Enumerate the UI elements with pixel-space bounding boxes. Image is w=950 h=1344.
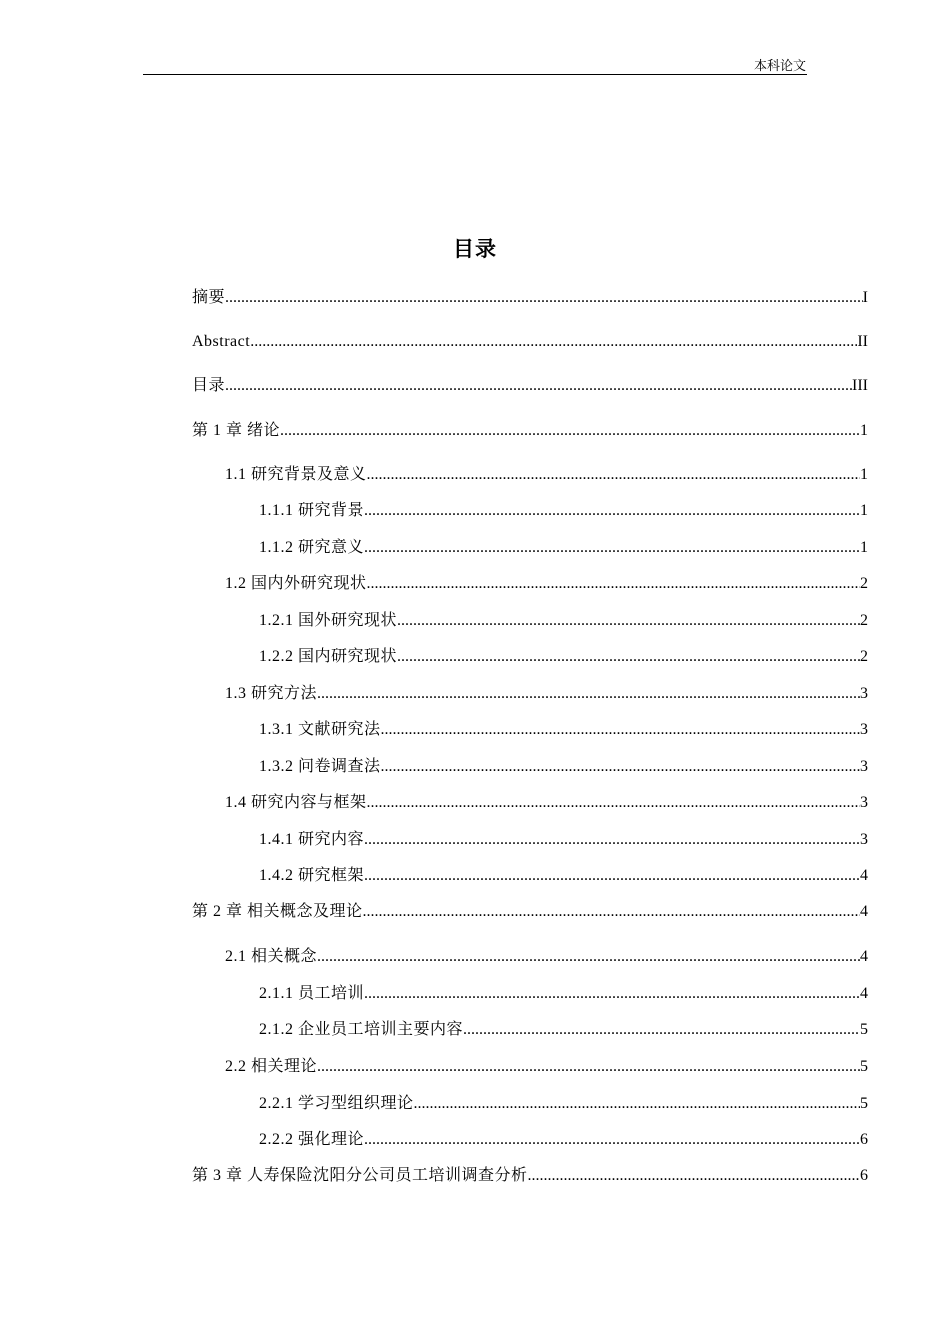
toc-page-number: 2 (860, 575, 868, 592)
toc-entry-chapter-1[interactable] (192, 420, 868, 442)
toc-dot-leader (364, 829, 860, 851)
toc-entry-section-1-2-1[interactable] (259, 610, 868, 632)
toc-dot-leader (280, 420, 860, 442)
toc-dot-leader (225, 287, 863, 309)
toc-entry-section-1-1-2[interactable] (259, 537, 868, 559)
toc-dot-leader (367, 464, 860, 486)
toc-dot-leader (414, 1093, 860, 1115)
toc-page-number: 6 (860, 1131, 868, 1148)
toc-entry-section-2-2[interactable] (225, 1056, 868, 1078)
toc-entry-label: 1.2.2 国内研究现状 (259, 648, 398, 665)
toc-entry-section-1-1[interactable] (225, 464, 868, 486)
toc-page-number: 4 (860, 903, 868, 920)
running-header-label: 本科论文 (753, 58, 806, 73)
toc-entry-label: 第 1 章 绪论 (192, 422, 281, 439)
toc-dot-leader (317, 946, 860, 968)
toc-title: 目录 (453, 237, 497, 261)
toc-dot-leader (364, 983, 860, 1005)
toc-dot-leader (381, 719, 860, 741)
toc-page-number: 3 (860, 831, 868, 848)
toc-entry-section-2-1-1[interactable] (259, 983, 868, 1005)
toc-page-number: 2 (860, 648, 868, 665)
toc-dot-leader (463, 1019, 860, 1041)
toc-entry-section-2-1[interactable] (225, 946, 868, 968)
toc-dot-leader (363, 901, 860, 923)
toc-entry-section-1-2-2[interactable] (259, 646, 868, 668)
toc-page-number: 5 (860, 1058, 868, 1075)
toc-dot-leader (397, 646, 860, 668)
toc-entry-section-1-3[interactable] (225, 683, 868, 705)
toc-entry-label: 第 2 章 相关概念及理论 (192, 903, 363, 920)
toc-page-number: 2 (860, 612, 868, 629)
toc-dot-leader (317, 1056, 860, 1078)
toc-page-number: 4 (860, 867, 868, 884)
toc-entry-label: 1.2 国内外研究现状 (225, 575, 367, 592)
toc-entry-contents[interactable] (192, 375, 868, 397)
toc-entry-label: 2.2 相关理论 (225, 1058, 318, 1075)
toc-entry-abstract-en[interactable] (192, 331, 868, 353)
toc-entry-chapter-3[interactable] (192, 1165, 868, 1187)
toc-entry-label: 2.2.1 学习型组织理论 (259, 1095, 414, 1112)
toc-entry-label: 第 3 章 人寿保险沈阳分公司员工培训调查分析 (192, 1167, 528, 1184)
toc-dot-leader (364, 1129, 860, 1151)
toc-page-number: 1 (860, 539, 868, 556)
toc-entry-section-1-4-2[interactable] (259, 865, 868, 887)
toc-entry-label: 1.3.1 文献研究法 (259, 721, 381, 738)
toc-page-number: 1 (860, 422, 868, 439)
toc-entry-section-1-2[interactable] (225, 573, 868, 595)
toc-entry-chapter-2[interactable] (192, 901, 868, 923)
toc-page-number: I (862, 289, 868, 306)
toc-page-number: 6 (860, 1167, 868, 1184)
toc-page-number: 3 (860, 794, 868, 811)
toc-entry-label: 1.3.2 问卷调查法 (259, 758, 381, 775)
toc-entry-label: 2.1.2 企业员工培训主要内容 (259, 1021, 464, 1038)
toc-dot-leader (364, 537, 860, 559)
toc-dot-leader (364, 865, 860, 887)
toc-dot-leader (381, 756, 860, 778)
toc-dot-leader (250, 331, 857, 353)
toc-entry-section-2-2-1[interactable] (259, 1093, 868, 1115)
toc-entry-section-2-1-2[interactable] (259, 1019, 868, 1041)
toc-page-number: 4 (860, 948, 868, 965)
toc-entry-label: 1.2.1 国外研究现状 (259, 612, 398, 629)
toc-entry-label: 1.4 研究内容与框架 (225, 794, 367, 811)
toc-page-number: 1 (860, 466, 868, 483)
toc-dot-leader (317, 683, 860, 705)
toc-entry-section-1-4[interactable] (225, 792, 868, 814)
toc-entry-section-1-3-2[interactable] (259, 756, 868, 778)
toc-entry-label: 2.1.1 员工培训 (259, 985, 365, 1002)
toc-page-number: 1 (860, 502, 868, 519)
toc-entry-section-1-4-1[interactable] (259, 829, 868, 851)
toc-page-number: 3 (860, 685, 868, 702)
toc-entry-label: 1.4.2 研究框架 (259, 867, 365, 884)
toc-entry-label: 1.4.1 研究内容 (259, 831, 365, 848)
toc-entry-section-2-2-2[interactable] (259, 1129, 868, 1151)
toc-page-number: 3 (860, 721, 868, 738)
toc-entry-label: 摘要 (192, 289, 226, 306)
toc-dot-leader (397, 610, 860, 632)
toc-entry-section-1-3-1[interactable] (259, 719, 868, 741)
toc-dot-leader (367, 573, 860, 595)
toc-entry-label: 1.1.2 研究意义 (259, 539, 365, 556)
toc-entry-label: 目录 (192, 377, 226, 394)
toc-page-number: 5 (860, 1095, 868, 1112)
toc-entry-label: 1.1 研究背景及意义 (225, 466, 367, 483)
toc-page-number: II (857, 333, 868, 350)
toc-page-number: III (852, 377, 868, 394)
toc-dot-leader (225, 375, 852, 397)
toc-page-number: 5 (860, 1021, 868, 1038)
toc-entry-label: Abstract (192, 333, 251, 350)
toc-dot-leader (364, 500, 860, 522)
toc-dot-leader (528, 1165, 860, 1187)
toc-entry-abstract-cn[interactable] (192, 287, 868, 309)
toc-entry-label: 2.2.2 强化理论 (259, 1131, 365, 1148)
toc-page-number: 4 (860, 985, 868, 1002)
toc-entry-label: 1.3 研究方法 (225, 685, 318, 702)
toc-page-number: 3 (860, 758, 868, 775)
toc-entry-label: 2.1 相关概念 (225, 948, 318, 965)
toc-dot-leader (367, 792, 860, 814)
toc-entry-label: 1.1.1 研究背景 (259, 502, 365, 519)
toc-entry-section-1-1-1[interactable] (259, 500, 868, 522)
